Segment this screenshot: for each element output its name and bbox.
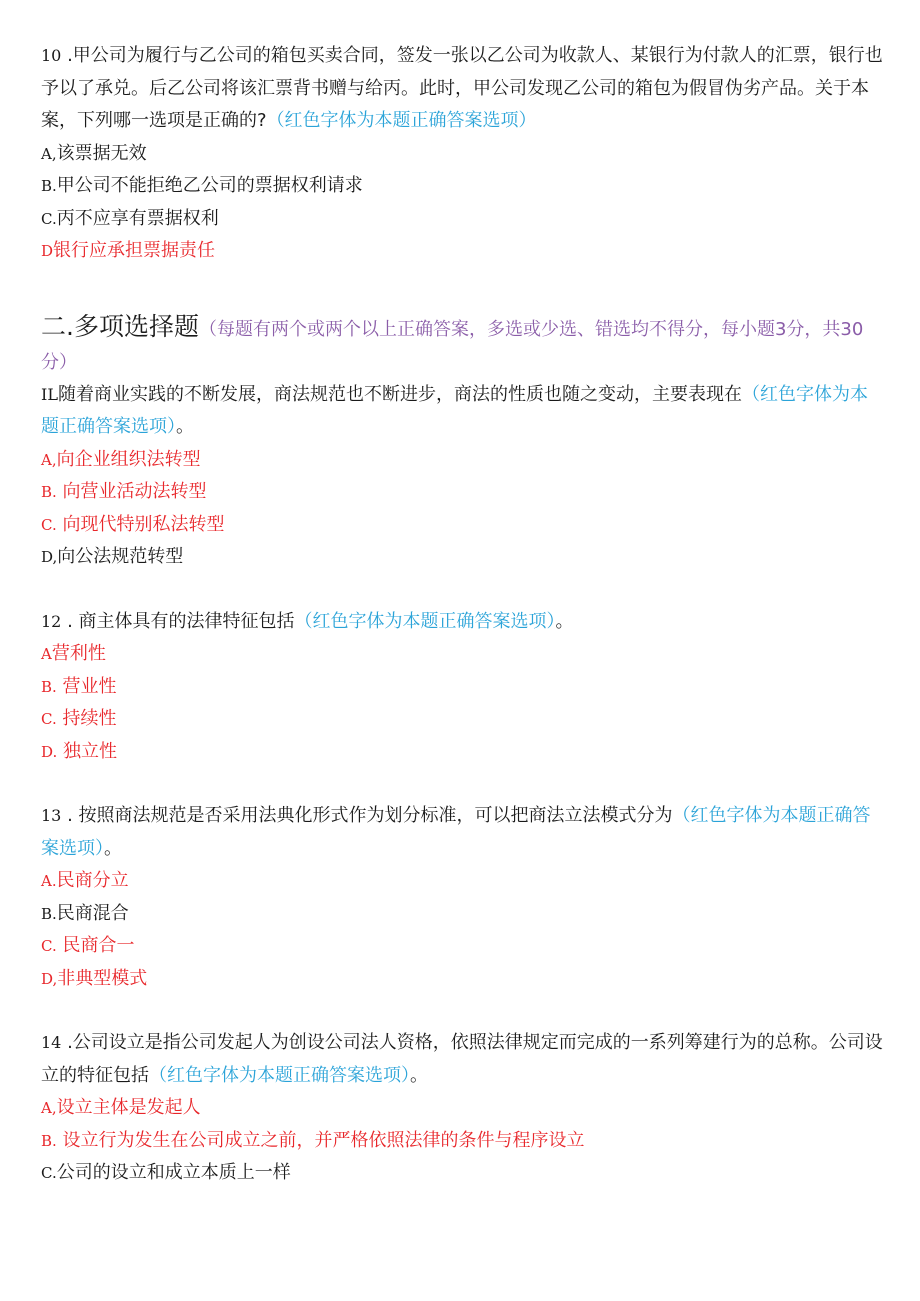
q12-option-d: D. 独立性	[41, 740, 117, 762]
q14-option-a: A,设立主体是发起人	[41, 1097, 201, 1118]
question-12: 12 . 商主体具有的法律特征包括（红色字体为本题正确答案选项）。	[41, 610, 574, 632]
question-number: 10	[41, 46, 62, 65]
question-number: 13	[41, 806, 62, 825]
answer-hint: （红色字体为本题正确答案选项）	[294, 610, 556, 632]
question-number: IL	[41, 384, 58, 404]
q10-option-c: C.丙不应享有票据权利	[41, 207, 219, 229]
q12-option-c: C. 持续性	[41, 708, 117, 729]
q13-option-b: B.民商混合	[41, 902, 129, 924]
q13-option-d: D,非典型模式	[41, 967, 148, 989]
q10-option-d: D银行应承担票据责任	[41, 240, 216, 261]
q13-option-a: A.民商分立	[41, 870, 129, 891]
question-text: 随着商业实践的不断发展，商法规范也不断进步，商法的性质也随之变动，主要表现在	[57, 383, 742, 405]
q12-option-b: B. 营业性	[41, 675, 117, 697]
question-11: IL随着商业实践的不断发展，商法规范也不断进步，商法的性质也随之变动，主要表现在（红色字体为本题正确答案选项）。	[41, 383, 868, 437]
q11-option-b: B. 向营业活动法转型	[41, 481, 207, 502]
question-14: 14 .公司设立是指公司发起人为创设公司法人资格，依照法律规定而完成的一系列筹建行为的总称。公司设立的特征包括（红色字体为本题正确答案选项）。	[41, 1032, 883, 1086]
question-text: . 商主体具有的法律特征包括	[61, 610, 295, 632]
q11-option-d: D,向公法规范转型	[41, 546, 184, 567]
q13-option-c: C. 民商合一	[41, 935, 135, 956]
question-10	[41, 40, 883, 138]
exam-page	[41, 40, 883, 1190]
question-13: 13 . 按照商法规范是否采用法典化形式作为划分标准，可以把商法立法模式分为（红色字体为本题正确答案选项）。	[41, 805, 871, 859]
q14-option-b: B. 设立行为发生在公司成立之前，并严格依照法律的条件与程序设立	[41, 1129, 585, 1151]
answer-hint: （红色字体为本题正确答案选项）	[41, 383, 868, 437]
question-text: .甲公司为履行与乙公司的箱包买卖合同，签发一张以乙公司为收款人、某银行为付款人的汇票，银行也予以了承兑。后乙公司将该汇票背书赠与给丙。此时，甲公司发现乙公司的箱包为假冒伪劣产品。关于本案，下列哪一选项是正确的?	[41, 45, 883, 131]
q11-option-c: C. 向现代特别私法转型	[41, 513, 225, 535]
q10-option-b: B.甲公司不能拒绝乙公司的票据权利请求	[41, 175, 363, 196]
q10-option-a: A,该票据无效	[41, 142, 147, 164]
q11-option-a: A,向企业组织法转型	[41, 448, 201, 470]
section-title: 二.多项选择题（每题有两个或两个以上正确答案，多选或少选、错选均不得分，每小题3分，共30分）	[41, 311, 864, 373]
question-number: 14	[41, 1033, 62, 1052]
section-note: （每题有两个或两个以上正确答案，多选或少选、错选均不得分，每小题3分，共30分）	[41, 318, 864, 373]
q12-option-a: A营利性	[41, 643, 106, 664]
answer-hint: （红色字体为本题正确答案选项）	[149, 1064, 410, 1086]
question-text: . 按照商法规范是否采用法典化形式作为划分标准，可以把商法立法模式分为	[61, 805, 673, 826]
question-text: .公司设立是指公司发起人为创设公司法人资格，依照法律规定而完成的一系列筹建行为的总称。公司设立的特征包括	[41, 1032, 883, 1086]
question-number: 12	[41, 611, 62, 631]
q14-option-c: C.公司的设立和成立本质上一样	[41, 1162, 291, 1183]
answer-hint: （红色字体为本题正确答案选项）	[266, 110, 537, 131]
answer-hint: （红色字体为本题正确答案选项）	[41, 805, 871, 859]
